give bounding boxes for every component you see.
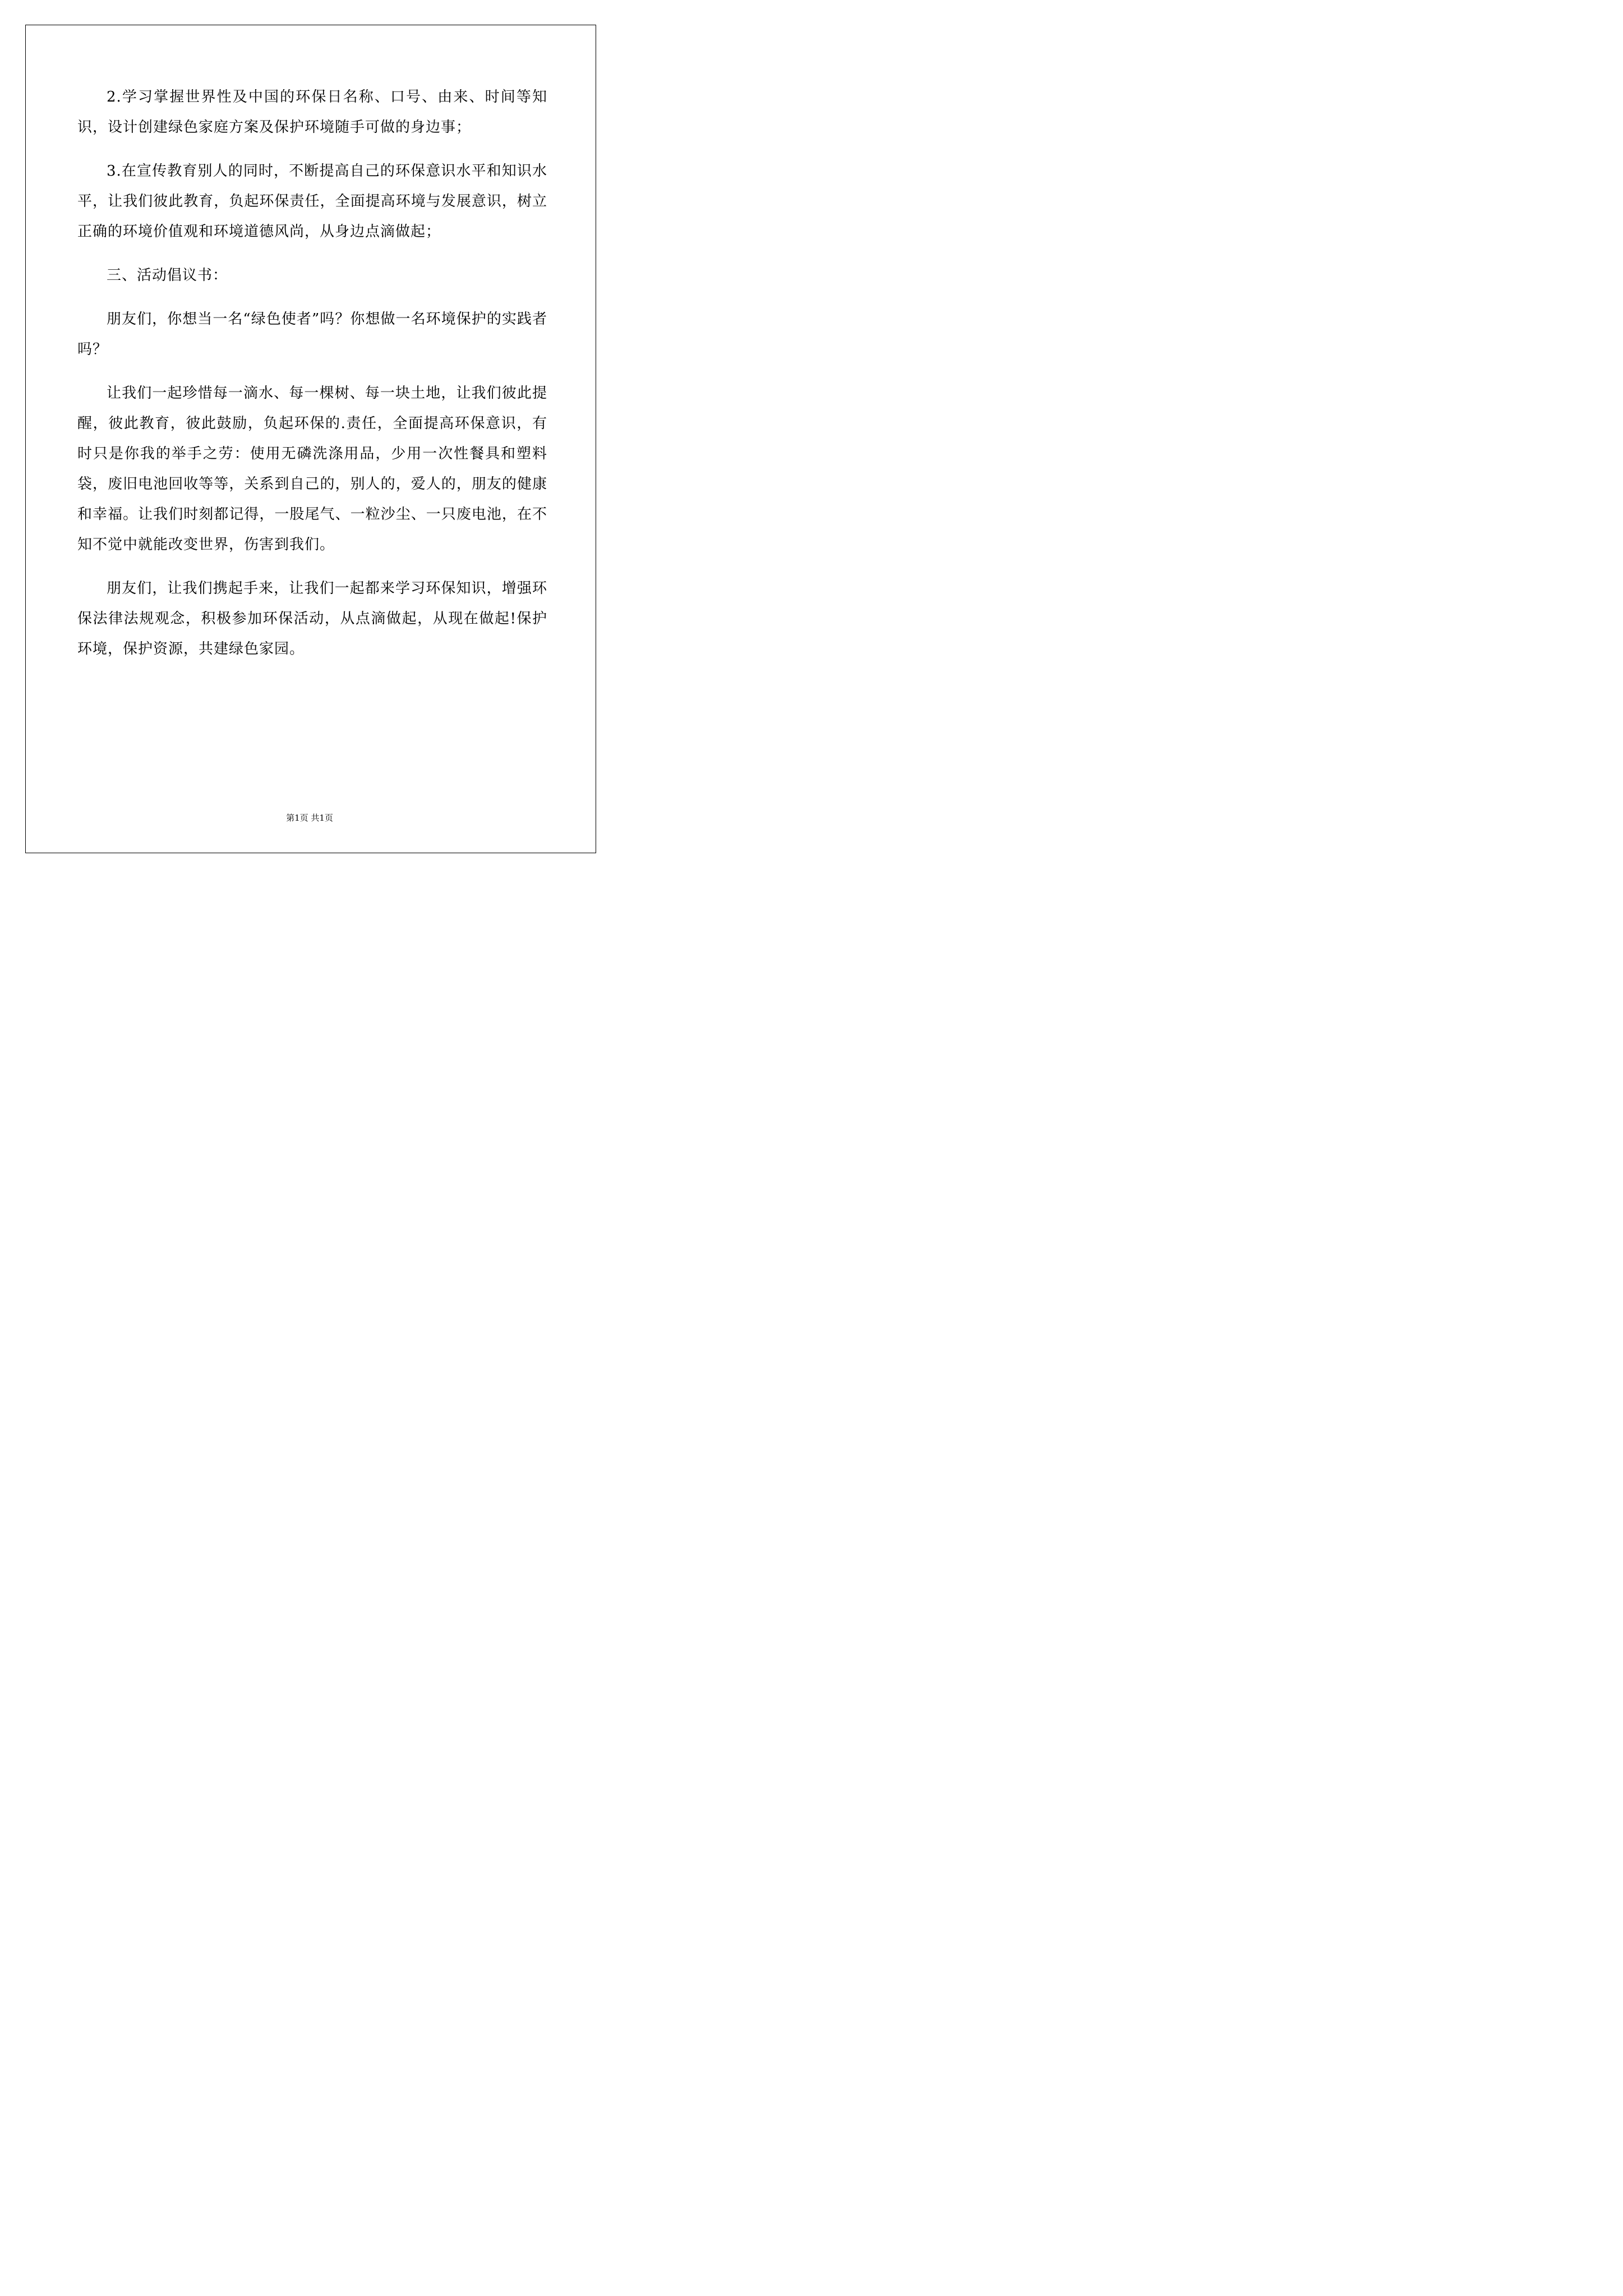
document-body: [77, 82, 547, 678]
section-heading: 三、活动倡议书：: [107, 267, 228, 284]
page-number-footer: 第1页 共1页: [286, 813, 333, 823]
paragraph: 让我们一起珍惜每一滴水、每一棵树、每一块土地，让我们彼此提醒，彼此教育，彼此鼓励，负起环保的.责任，全面提高环保意识，有时只是你我的举手之劳：使用无磷洗涤用品，少用一次性餐具和塑料袋，废旧电池回收等等，关系到自己的，别人的，爱人的，朋友的健康和幸福。让我们时刻都记得，一股尾气、一粒沙尘、一只废电池，在不知不觉中就能改变世界，伤害到我们。: [77, 385, 547, 553]
paragraph: 朋友们，你想当一名“绿色使者”吗？你想做一名环境保护的实践者吗？: [77, 311, 547, 358]
paragraph: 朋友们，让我们携起手来，让我们一起都来学习环保知识，增强环保法律法规观念，积极参加环保活动，从点滴做起，从现在做起!保护环境，保护资源，共建绿色家园。: [77, 580, 547, 657]
paragraph: 3.在宣传教育别人的同时，不断提高自己的环保意识水平和知识水平，让我们彼此教育，负起环保责任，全面提高环境与发展意识，树立正确的环境价值观和环境道德风尚，从身边点滴做起；: [77, 163, 547, 240]
paragraph: 2.学习掌握世界性及中国的环保日名称、口号、由来、时间等知识，设计创建绿色家庭方案及保护环境随手可做的身边事；: [77, 89, 547, 136]
